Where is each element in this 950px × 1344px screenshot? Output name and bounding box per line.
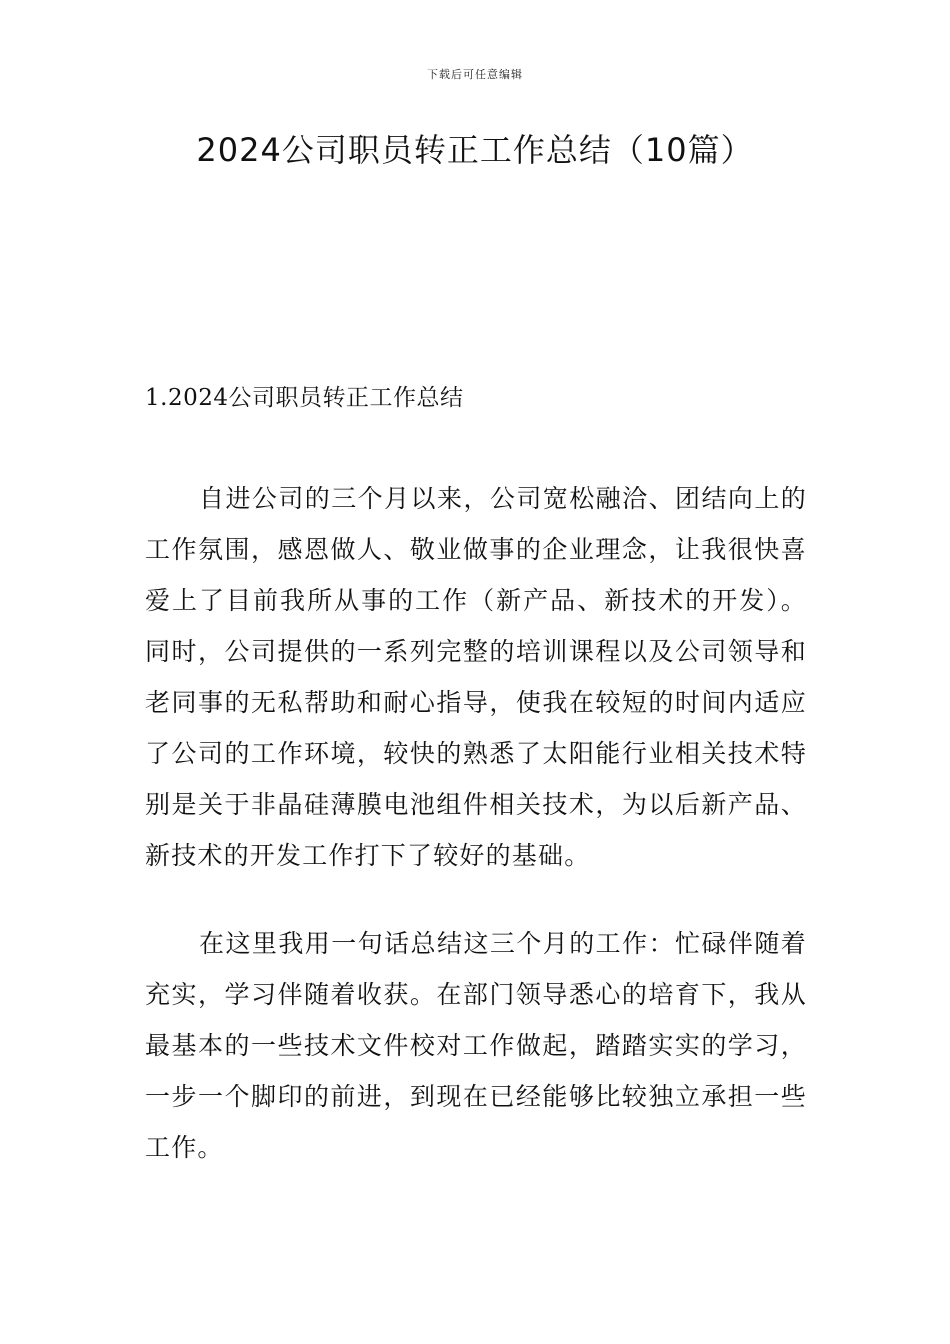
body-paragraph-1: 自进公司的三个月以来，公司宽松融洽、团结向上的工作氛围，感恩做人、敬业做事的企业理念，让我很快喜爱上了目前我所从事的工作（新产品、新技术的开发）。同时，公司提供的一系列完整的培训课程以及公司领导和老同事的无私帮助和耐心指导，使我在较短的时间内适应了公司的工作环境，较快的熟悉了太阳能行业相关技术特别是关于非晶硅薄膜电池组件相关技术，为以后新产品、新技术的开发工作打下了较好的基础。 bbox=[145, 484, 807, 870]
body-paragraph-2: 在这里我用一句话总结这三个月的工作：忙碌伴随着充实，学习伴随着收获。在部门领导悉心的培育下，我从最基本的一些技术文件校对工作做起，踏踏实实的学习，一步一个脚印的前进，到现在已经能够比较独立承担一些工作。 bbox=[145, 929, 807, 1162]
document-title: 2024公司职员转正工作总结（10篇） bbox=[196, 131, 754, 169]
header-note: 下载后可任意编辑 bbox=[427, 68, 523, 81]
section-heading: 1.2024公司职员转正工作总结 bbox=[145, 385, 464, 411]
